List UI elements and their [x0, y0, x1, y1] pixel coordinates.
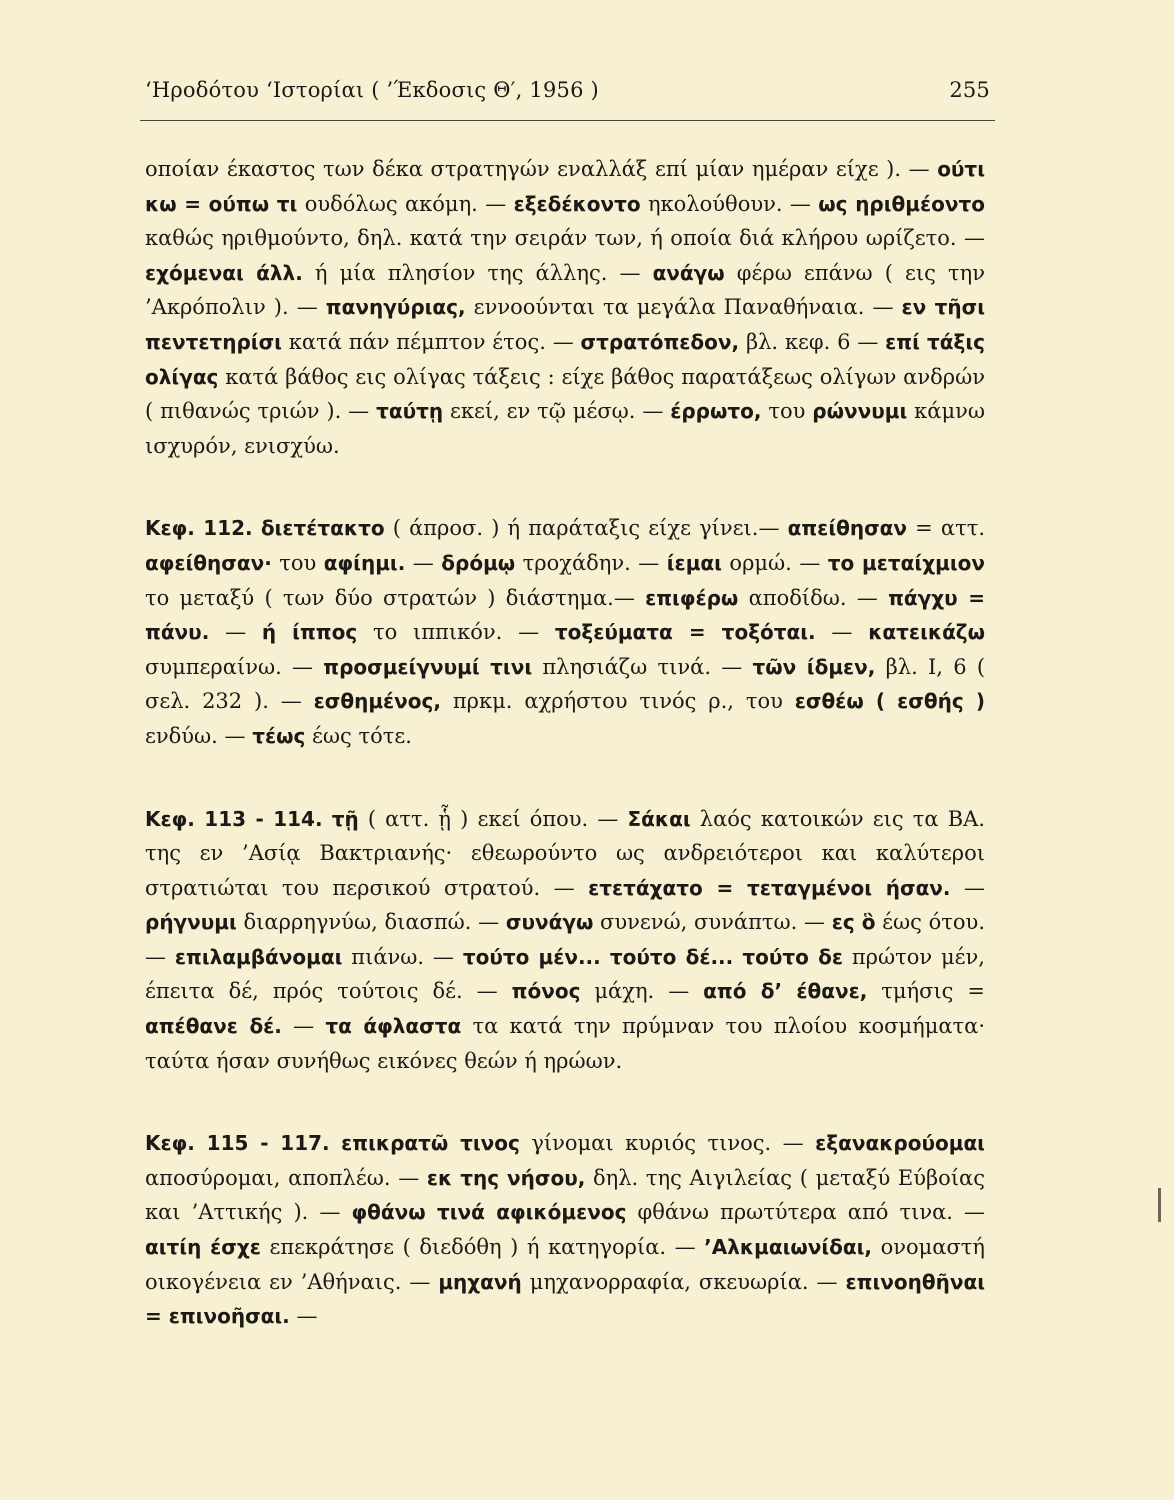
lemma-term: τα άφλαστα [325, 1014, 462, 1039]
page-number: 255 [949, 78, 990, 102]
running-header [145, 78, 990, 102]
gloss-text: τα κατά την πρύμναν του πλοίου κοσμήματα· ταύτα ήσαν συνήθως εικόνες θεών ή ηρώων. [145, 1014, 985, 1073]
gloss-text: βλ. κεφ. 6 — [739, 329, 886, 354]
lemma-term: στρατόπεδον, [580, 329, 740, 354]
gloss-text: λαός κατοικών εις τα ΒΑ. της εν ’Ασίᾳ Βακτριανής· εθεωρούντο ως ανδρειότεροι και καλύτεροι στρατιώται του περσικού στρατού. — [145, 806, 985, 900]
lemma-term: πανηγύριας, [325, 295, 466, 320]
gloss-text [253, 516, 261, 540]
gloss-text [323, 807, 332, 831]
gloss-text: έως τότε. [305, 723, 412, 748]
gloss-text: καθώς ηριθμούντο, δηλ. κατά την σειράν των, ή οποία διά κλήρου ωρίζετο. — [145, 226, 985, 251]
paragraph-1 [145, 152, 985, 463]
gloss-text: τροχάδην. — [515, 550, 667, 575]
scan-edge-mark [1158, 1188, 1161, 1222]
lemma-term: εσθημένος, [313, 689, 441, 714]
lemma-term: κατεικάζω [868, 620, 986, 645]
gloss-text: ηκολούθουν. — [640, 191, 819, 216]
lemma-term: τῶν ίδμεν, [752, 654, 876, 679]
gloss-text: το ιππικόν. — [357, 620, 555, 645]
gloss-text: βλ. I, 6 ( σελ. 232 ). — [145, 654, 986, 714]
gloss-text: συμπεραίνω. — [145, 654, 324, 679]
lemma-term: ούτι κω = ούπω τι [145, 157, 985, 216]
lemma-term: πάγχυ = πάνυ. [145, 585, 985, 645]
lemma-term: ρήγνυμι [145, 910, 237, 935]
paragraph-ch112 [145, 511, 985, 753]
gloss-text: ή μία πλησίον της άλλης. — [302, 260, 653, 285]
lemma-term: διετέτακτο [260, 516, 385, 541]
lemma-term: Κεφ. 112. [145, 516, 253, 541]
gloss-text: συνενώ, συνάπτω. — [593, 910, 832, 935]
header-rule [140, 120, 995, 121]
lemma-term: απέθανε δέ. [145, 1014, 282, 1039]
lemma-term: απείθησαν [787, 516, 908, 541]
lemma-term: επιφέρω [645, 585, 739, 610]
paragraph-ch113-114 [145, 802, 985, 1079]
gloss-text: αποσύρομαι, αποπλέω. — [145, 1165, 427, 1190]
gloss-text: τμήσις = [867, 979, 986, 1004]
lemma-term: από δ’ έθανε, [703, 979, 868, 1004]
lemma-term: δρόμῳ [441, 550, 516, 575]
gloss-text: — [209, 620, 262, 645]
gloss-text: ( αττ. ᾗ ) εκεί όπου. — [358, 806, 628, 831]
gloss-text: — [289, 1304, 318, 1329]
gloss-text: πρώτον μέν, έπειτα δέ, πρός τούτοις δέ. — [145, 944, 985, 1004]
gloss-text: ουδόλως ακόμη. — [297, 191, 514, 216]
lemma-term: ή ίππος [261, 620, 358, 645]
lemma-term: ταύτῃ [376, 399, 444, 424]
lemma-term: εκ της νήσου, [426, 1165, 586, 1190]
gloss-text: γίνομαι κυριός τινος. — [519, 1131, 816, 1156]
lemma-term: Κεφ. 113 - 114. [145, 806, 323, 831]
gloss-text: εκεί, εν τῷ μέσῳ. — [443, 399, 671, 424]
lemma-term: τῇ [331, 806, 359, 831]
gloss-text: — [405, 550, 442, 575]
lemma-term: εξανακρούομαι [815, 1131, 985, 1156]
lemma-term: πόνος [511, 979, 581, 1004]
gloss-text: αποδίδω. — [738, 585, 889, 610]
gloss-text: έως ότου. — [145, 910, 985, 969]
lemma-term: ες ὃ [831, 910, 876, 935]
gloss-text: πιάνω. — [342, 944, 463, 969]
lemma-term: εξεδέκοντο [513, 191, 641, 216]
gloss-text: — [815, 620, 869, 645]
lemma-term: τοξεύματα = τοξόται. [554, 620, 816, 645]
lemma-term: επί τάξις ολίγας [145, 329, 985, 389]
lemma-term: αφίημι. [323, 550, 406, 575]
gloss-text: — [281, 1014, 326, 1039]
lemma-term: φθάνω τινά αφικόμενος [351, 1200, 627, 1225]
gloss-text: το μεταξύ ( των δύο στρατών ) διάστημα.— [145, 585, 646, 610]
gloss-text: κατά βάθος εις ολίγας τάξεις : είχε βάθος παρατάξεως ολίγων ανδρών ( πιθανώς τριών ). — [145, 364, 985, 424]
lemma-term: επινοηθῆναι = επινοῆσαι. [145, 1269, 985, 1329]
lemma-term: ρώννυμι [812, 399, 908, 424]
lemma-term: τέως [252, 723, 306, 748]
lemma-term: εχόμεναι άλλ. [145, 260, 303, 285]
lemma-term: ετετάχατο = τεταγμένοι ήσαν. [588, 875, 951, 900]
gloss-text: οποίαν έκαστος των δέκα στρατηγών εναλλάξ επί μίαν ημέραν είχε ). — [145, 157, 938, 181]
gloss-text: ονομαστή οικογένεια εν ’Αθήναις. — [145, 1235, 985, 1294]
lemma-term: μηχανή [438, 1269, 522, 1294]
gloss-text: μηχανορραφία, σκευωρία. — [521, 1269, 846, 1294]
lemma-term: εσθέω ( εσθής ) [794, 689, 985, 714]
gloss-text: δηλ. της Αιγιλείας ( μεταξύ Εύβοίας και ’Αττικής ). — [145, 1165, 985, 1225]
gloss-text: φθάνω πρωτύτερα από τινα. — [626, 1200, 986, 1225]
lemma-term: τούτο μέν... τούτο δέ... τούτο δε [462, 944, 843, 969]
gloss-text: ( άπροσ. ) ή παράταξις είχε γίνει.— [384, 516, 788, 541]
lemma-term: το μεταίχμιον [827, 550, 985, 575]
gloss-text: διαρρηγνύω, διασπώ. — [236, 910, 506, 935]
lemma-term: ’Αλκμαιωνίδαι, [704, 1235, 873, 1260]
gloss-text [330, 1131, 342, 1155]
gloss-text: — [950, 875, 985, 900]
gloss-text: κάμνω ισχυρόν, ενισχύω. [145, 399, 985, 458]
gloss-text: εννοούνται τα μεγάλα Παναθήναια. — [465, 295, 902, 320]
lemma-term: επικρατῶ τινος [341, 1131, 520, 1156]
lemma-term: αιτίη έσχε [145, 1235, 261, 1260]
lemma-term: ίεμαι [666, 550, 722, 575]
gloss-text: ορμώ. — [721, 550, 828, 575]
gloss-text: κατά πάν πέμπτον έτος. — [281, 329, 581, 354]
lemma-term: Κεφ. 115 - 117. [145, 1131, 330, 1156]
lemma-term: συνάγω [505, 910, 594, 935]
paragraph-ch115-117 [145, 1126, 985, 1334]
lemma-term: αφείθησαν· [145, 550, 272, 575]
lemma-term: επιλαμβάνομαι [174, 944, 343, 969]
gloss-text: του [271, 550, 324, 575]
gloss-text: του [761, 399, 813, 424]
gloss-text: ενδύω. — [145, 723, 253, 748]
lemma-term: ανάγω [652, 260, 725, 285]
running-title: ‘Ηροδότου ‘Ιστορίαι ( ’Έκδοσις Θ′, 1956 ) [145, 78, 599, 102]
gloss-text: πρκμ. αχρήστου τινός ρ., του [440, 689, 795, 714]
commentary-body [145, 152, 985, 1334]
lemma-term: εν τῆσι πεντετηρίσι [145, 295, 985, 354]
gloss-text: επεκράτησε ( διεδόθη ) ή κατηγορία. — [260, 1235, 705, 1260]
gloss-text: πλησιάζω τινά. — [532, 654, 753, 679]
lemma-term: Σάκαι [627, 806, 691, 831]
lemma-term: προσμείγνυμί τινι [323, 654, 533, 679]
lemma-term: έρρωτο, [670, 399, 762, 424]
gloss-text: φέρω επάνω ( εις την ’Ακρόπολιν ). — [145, 260, 985, 320]
lemma-term: ως ηριθμέοντο [818, 191, 985, 216]
gloss-text: μάχη. — [580, 979, 704, 1004]
gloss-text: = αττ. [907, 516, 986, 541]
